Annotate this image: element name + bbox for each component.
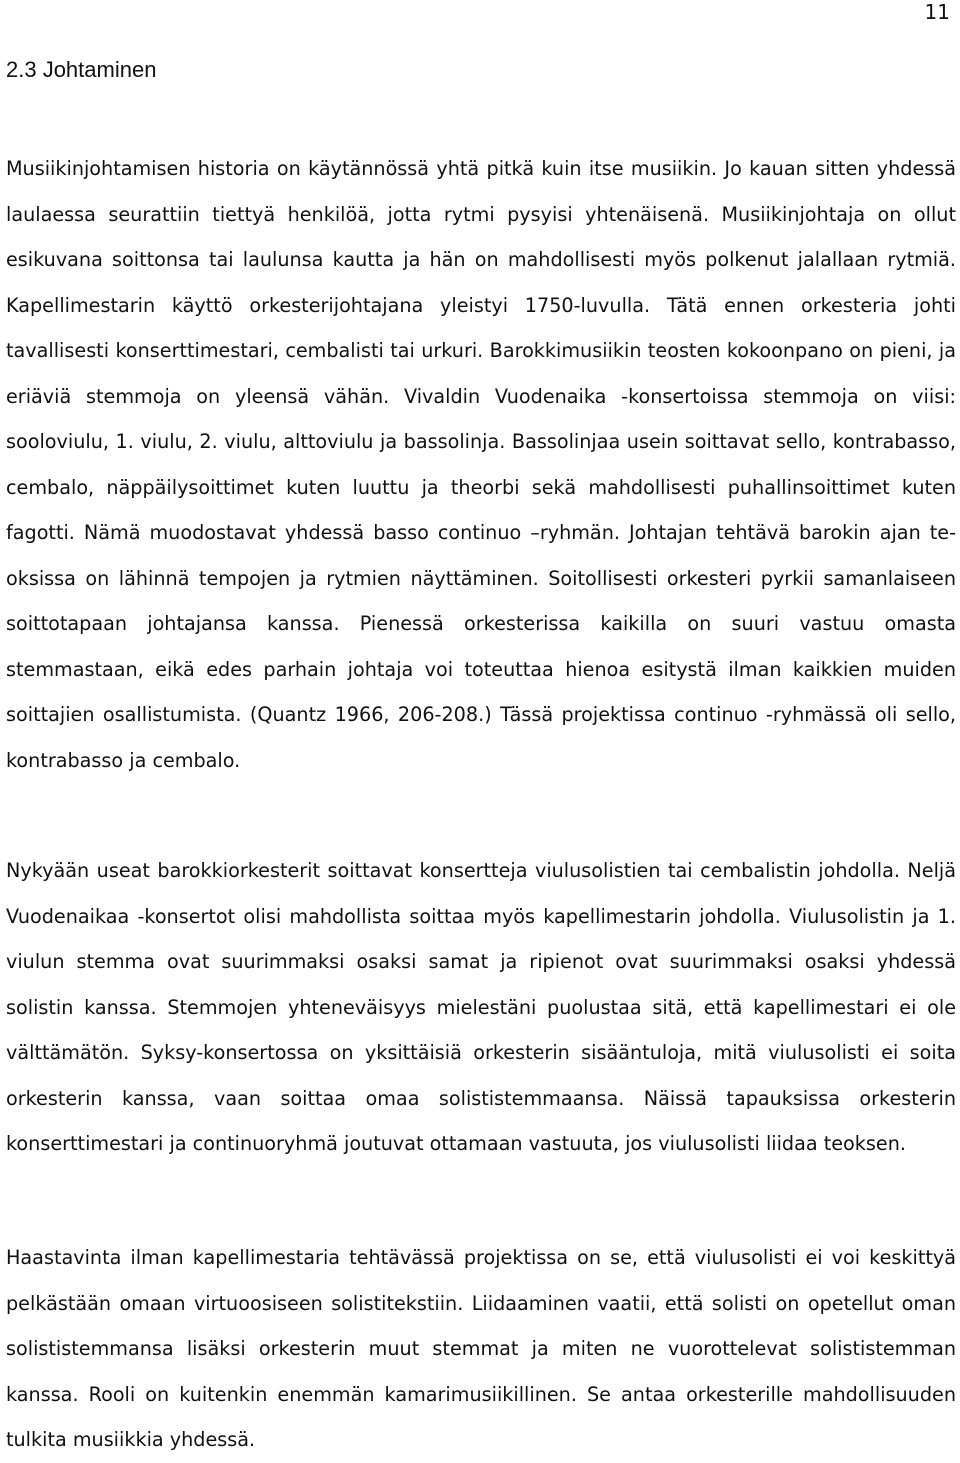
section-heading: 2.3 Johtaminen [6, 57, 157, 82]
body-paragraph: Musiikinjohtamisen historia on käytännössä yhtä pitkä kuin itse musiikin. Jo kauan sitten yhdessä laulaessa seurattiin tiettyä henkilöä, jotta rytmi pysyisi yhtenäisenä. Musiikinjohtaja on ollut esikuvana soittonsa tai laulunsa kautta ja hän on mahdollisesti myös polkenut jalallaan rytmiä. Kapellimestarin käyttö orkesterijohtajana yleistyi 1750-luvulla. Tätä ennen orkesteria johti tavallisesti konserttimestari, cembalisti tai urkuri. Barokkimusiikin teosten kokoonpano on pieni, ja eriäviä stemmoja on yleensä vähän. Vivaldin Vuodenaika -konsertoissa stemmoja on viisi: sooloviulu, 1. viulu, 2. viulu, alttoviulu ja bassolinja. Bassolinjaa usein soittavat sello, kontrabasso, cembalo, näppäilysoittimet kuten luuttu ja theorbi sekä mahdollisesti puhallinsoittimet kuten fagotti. Nämä muodostavat yhdessä basso continuo –ryhmän. Johtajan tehtävä barokin ajan teoksissa on lähinnä tempojen ja rytmien näyttäminen. Soitollisesti orkesteri pyrkii samanlaiseen soittotapaan johtajansa kanssa. Pienessä orkesterissa kaikilla on suuri vastuu omasta stemmastaan, eikä edes parhain johtaja voi toteuttaa hienoa esitystä ilman kaikkien muiden soittajien osallistumista. (Quantz 1966, 206-208.) Tässä projektissa continuo -ryhmässä oli sello, kontrabasso ja cembalo. [6, 157, 956, 772]
page-number: 11 [924, 0, 950, 24]
body-paragraph: Nykyään useat barokkiorkesterit soittavat konsertteja viulusolistien tai cembalistin johdolla. Neljä Vuodenaikaa -konsertot olisi mahdollista soittaa myös kapellimestarin johdolla. Viulusolistin ja 1. viulun stemma ovat suurimmaksi osaksi samat ja ripienot ovat suurimmaksi osaksi yhdessä solistin kanssa. Stemmojen yhteneväisyys mielestäni puolustaa sitä, että kapellimestari ei ole välttämätön. Syksy-konsertossa on yksittäisiä orkesterin sisääntuloja, mitä viulusolisti ei soita orkesterin kanssa, vaan soittaa omaa solististemmaansa. Näissä tapauksissa orkesterin konserttimestari ja continuoryhmä joutuvat ottamaan vastuuta, jos viulusolisti liidaa teoksen. [6, 859, 956, 1155]
body-paragraph: Haastavinta ilman kapellimestaria tehtävässä projektissa on se, että viulusolisti ei voi keskittyä pelkästään omaan virtuoosiseen solistitekstiin. Liidaaminen vaatii, että solisti on opetellut oman solististemmansa lisäksi orkesterin muut stemmat ja miten ne vuorottelevat solististemman kanssa. Rooli on kuitenkin enemmän kamarimusiikillinen. Se antaa orkesterille mahdollisuuden tulkita musiikkia yhdessä. [6, 1246, 956, 1451]
